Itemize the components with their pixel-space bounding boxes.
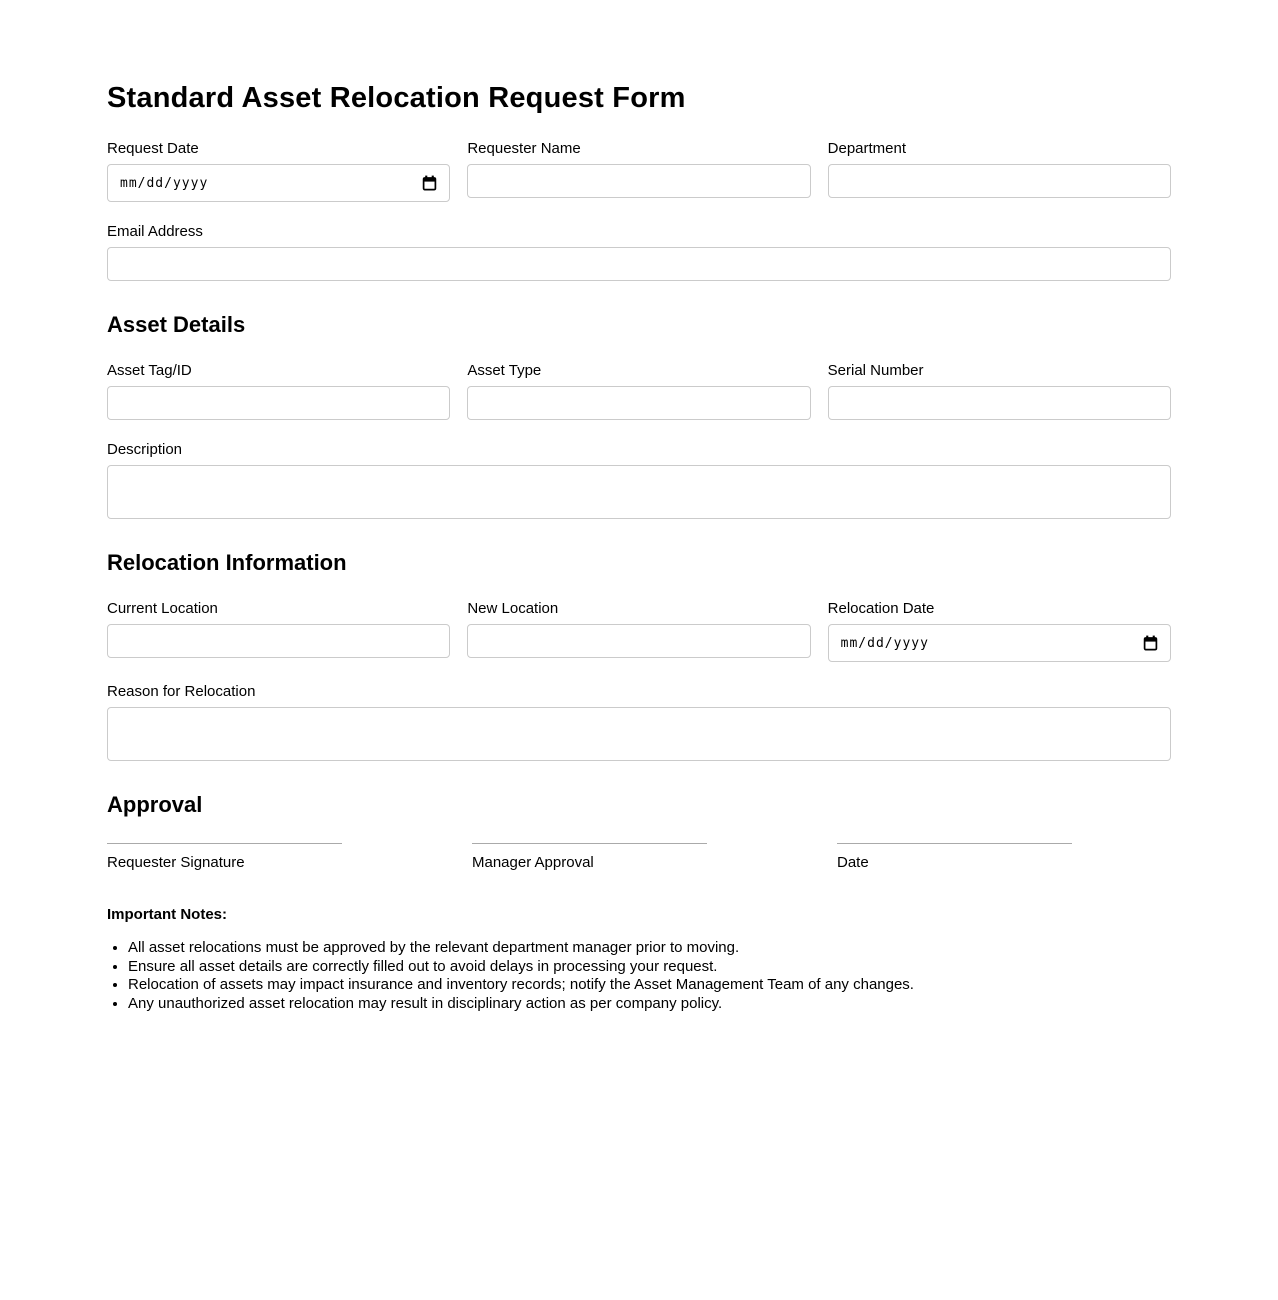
request-date-placeholder: mm/dd/yyyy: [120, 175, 209, 191]
note-item: • All asset relocations must be approved by the relevant department manager prior to moving.: [128, 939, 1171, 958]
calendar-icon[interactable]: [422, 175, 437, 191]
relocation-row: [107, 601, 1171, 662]
notes-heading: Important Notes:: [107, 906, 227, 923]
date-signature-block: [837, 843, 1072, 872]
signature-row: [107, 843, 1171, 872]
current-location-field: [107, 601, 450, 658]
email-label: Email Address: [107, 223, 203, 240]
asset-type-input[interactable]: [467, 386, 810, 420]
serial-number-label: Serial Number: [827, 362, 924, 379]
approval-heading: Approval: [107, 792, 203, 817]
relocation-date-placeholder: mm/dd/yyyy: [840, 635, 929, 651]
new-location-field: [467, 601, 810, 658]
form-page: [107, 0, 1171, 1013]
request-info-row: [107, 141, 1171, 202]
asset-details-heading: Asset Details: [107, 312, 246, 337]
request-date-input[interactable]: [107, 164, 450, 202]
asset-tag-label: Asset Tag/ID: [107, 362, 192, 379]
asset-details-row: [107, 363, 1171, 420]
email-field: [107, 224, 1171, 281]
asset-type-field: [467, 363, 810, 420]
relocation-date-input[interactable]: [828, 624, 1171, 662]
form-title: Standard Asset Relocation Request Form: [107, 82, 686, 114]
description-input[interactable]: [107, 465, 1171, 519]
manager-approval-block: [472, 843, 707, 872]
reason-label: Reason for Relocation: [107, 683, 256, 700]
signature-line: [107, 843, 342, 844]
note-item: • Any unauthorized asset relocation may result in disciplinary action as per company policy.: [128, 995, 1171, 1014]
requester-name-field: [467, 141, 810, 198]
manager-approval-label: Manager Approval: [472, 854, 594, 871]
department-field: [828, 141, 1171, 198]
relocation-heading: Relocation Information: [107, 550, 347, 575]
note-item: • Relocation of assets may impact insurance and inventory records; notify the Asset Management Team of any changes.: [128, 976, 1171, 995]
current-location-input[interactable]: [107, 624, 450, 658]
email-input[interactable]: [107, 247, 1171, 281]
requester-signature-block: [107, 843, 342, 872]
note-item: • Ensure all asset details are correctly filled out to avoid delays in processing your request.: [128, 958, 1171, 977]
reason-input[interactable]: [107, 707, 1171, 761]
asset-type-label: Asset Type: [467, 362, 542, 379]
department-label: Department: [827, 140, 907, 157]
reason-field: [107, 684, 1171, 761]
new-location-input[interactable]: [467, 624, 810, 658]
current-location-label: Current Location: [107, 600, 218, 617]
serial-number-input[interactable]: [828, 386, 1171, 420]
requester-name-input[interactable]: [467, 164, 810, 198]
department-input[interactable]: [828, 164, 1171, 198]
relocation-date-field: [828, 601, 1171, 662]
description-label: Description: [107, 441, 183, 458]
calendar-icon[interactable]: [1143, 635, 1158, 651]
signature-line: [472, 843, 707, 844]
asset-tag-input[interactable]: [107, 386, 450, 420]
request-date-label: Request Date: [107, 140, 199, 157]
requester-signature-label: Requester Signature: [107, 854, 245, 871]
notes-list: [107, 939, 1171, 1013]
new-location-label: New Location: [467, 600, 559, 617]
important-notes: [107, 906, 1171, 1013]
signature-line: [837, 843, 1072, 844]
date-signature-label: Date: [837, 854, 869, 871]
serial-number-field: [828, 363, 1171, 420]
requester-name-label: Requester Name: [467, 140, 581, 157]
relocation-date-label: Relocation Date: [827, 600, 935, 617]
description-field: [107, 442, 1171, 519]
request-date-field: [107, 141, 450, 202]
asset-tag-field: [107, 363, 450, 420]
